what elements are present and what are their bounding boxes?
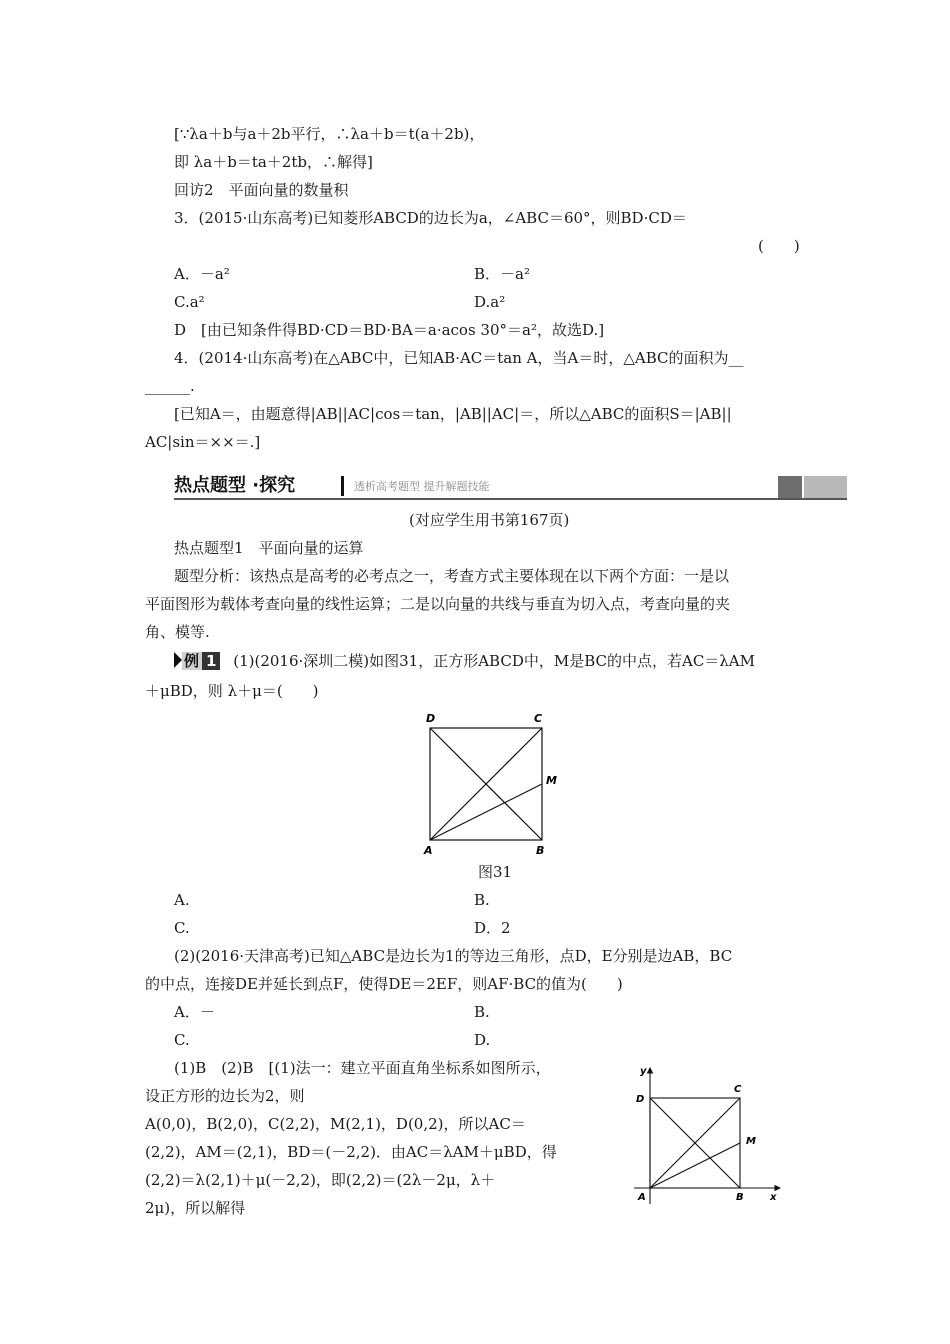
solution-line-4: (2,2)，AM＝(2,1)，BD＝(－2,2)．由AC＝λAM＋μBD，得 [145,1143,557,1161]
ex1-option-a: A. [174,891,190,909]
label-c-coords: C [734,1084,742,1095]
ex1-part2-option-b: B. [474,1003,490,1021]
example-1-line-1 [174,651,755,671]
analysis-line-3: 角、模等. [145,623,210,641]
ex1-part2-option-c: C. [174,1031,190,1049]
solution-line-5: (2,2)＝λ(2,1)＋μ(－2,2)，即(2,2)＝(2λ－2μ，λ＋ [145,1171,496,1189]
solution-line-1: (1)B (2)B [(1)法一：建立平面直角坐标系如图所示， [174,1059,551,1077]
section-title: 热点题型 ·探究 [174,475,296,496]
q3-option-d: D.a² [474,293,506,311]
label-b: B [536,844,545,857]
ex1-option-b: B. [474,891,490,909]
segment-am [430,784,542,840]
solution-line-6: 2μ)，所以解得 [145,1199,246,1217]
q3-option-b: B．－a² [474,265,530,283]
analysis-line-2: 平面图形为载体考查向量的线性运算；二是以向量的共线与垂直为切入点，考查向量的夹 [145,595,731,613]
ex1-part2-option-a: A．－ [174,1003,215,1021]
question-4: 4．(2014·山东高考)在△ABC中，已知AB·AC＝tan A，当A＝时，△ABC的面积为__ [174,349,744,367]
q3-solution: D [由已知条件得BD·CD＝BD·BA＝a·acos 30°＝a²，故选D.] [174,321,605,339]
section-divider [341,476,344,496]
example-1-text: (1)(2016·深圳二模)如图31，正方形ABCD中，M是BC的中点，若AC＝λAM [233,652,755,670]
solution-line-3: A(0,0)，B(2,0)，C(2,2)，M(2,1)，D(0,2)，所以AC＝ [145,1115,526,1133]
triangle-icon [174,652,182,668]
example-badge [174,652,220,670]
hot-topic-1-heading: 热点题型1 平面向量的运算 [174,539,364,557]
label-c: C [534,712,543,725]
label-x: x [770,1192,777,1203]
review-2-heading: 回访2 平面向量的数量积 [174,181,349,199]
q3-option-c: C.a² [174,293,205,311]
ex1-part2-option-d: D. [474,1031,491,1049]
segment-am-coords [650,1143,740,1188]
label-m: M [546,774,557,787]
hint-line-2: 即 λa＋b＝ta＋2tb，∴解得] [174,153,373,171]
figure-31-caption: 图31 [478,863,513,881]
ex1-option-c: C. [174,919,190,937]
example-badge-word: 例 [182,652,202,670]
example-1-part2-line-1: (2)(2016·天津高考)已知△ABC是边长为1的等边三角形，点D，E分别是边AB，BC [174,947,733,965]
example-1-line-2: ＋μBD，则 λ＋μ＝( ) [145,682,319,700]
example-1-part2-line-2: 的中点，连接DE并延长到点F，使得DE＝2EF，则AF·BC的值为( ) [145,975,623,993]
ex1-option-d: D．2 [474,919,511,937]
label-a-coords: A [638,1192,646,1203]
label-d-coords: D [636,1094,645,1105]
figure-31 [420,708,560,858]
q4-solution-2: AC|sin＝××＝.] [145,433,261,451]
question-4-blank: ______. [145,377,195,395]
bar-dark-block [778,476,802,498]
analysis-line-1: 题型分析：该热点是高考的必考点之一，考查方式主要体现在以下两个方面：一是以 [174,567,730,585]
label-m-coords: M [746,1136,756,1147]
book-reference: (对应学生用书第167页) [409,511,570,529]
example-badge-number: 1 [202,652,220,670]
section-rule [174,498,847,500]
label-d: D [426,712,436,725]
solution-line-2: 设正方形的边长为2，则 [145,1087,305,1105]
q4-solution-1: [已知A＝，由题意得|AB||AC|cos＝tan，|AB||AC|＝，所以△ABC的面积S＝|AB|| [174,405,732,423]
question-3: 3．(2015·山东高考)已知菱形ABCD的边长为a，∠ABC＝60°，则BD·CD＝ [174,209,687,227]
label-b-coords: B [736,1192,744,1203]
section-subtitle: 透析高考题型 提升解题技能 [354,480,490,493]
hint-line-1: [∵λa＋b与a＋2b平行，∴λa＋b＝t(a＋2b)， [174,125,485,143]
label-y: y [640,1066,647,1077]
section-header-bar [174,474,847,500]
coordinate-figure [630,1062,790,1210]
q3-option-a: A．－a² [174,265,230,283]
label-a: A [424,844,433,857]
bar-light-block [804,476,847,498]
answer-bracket-3: ( ) [758,237,800,255]
